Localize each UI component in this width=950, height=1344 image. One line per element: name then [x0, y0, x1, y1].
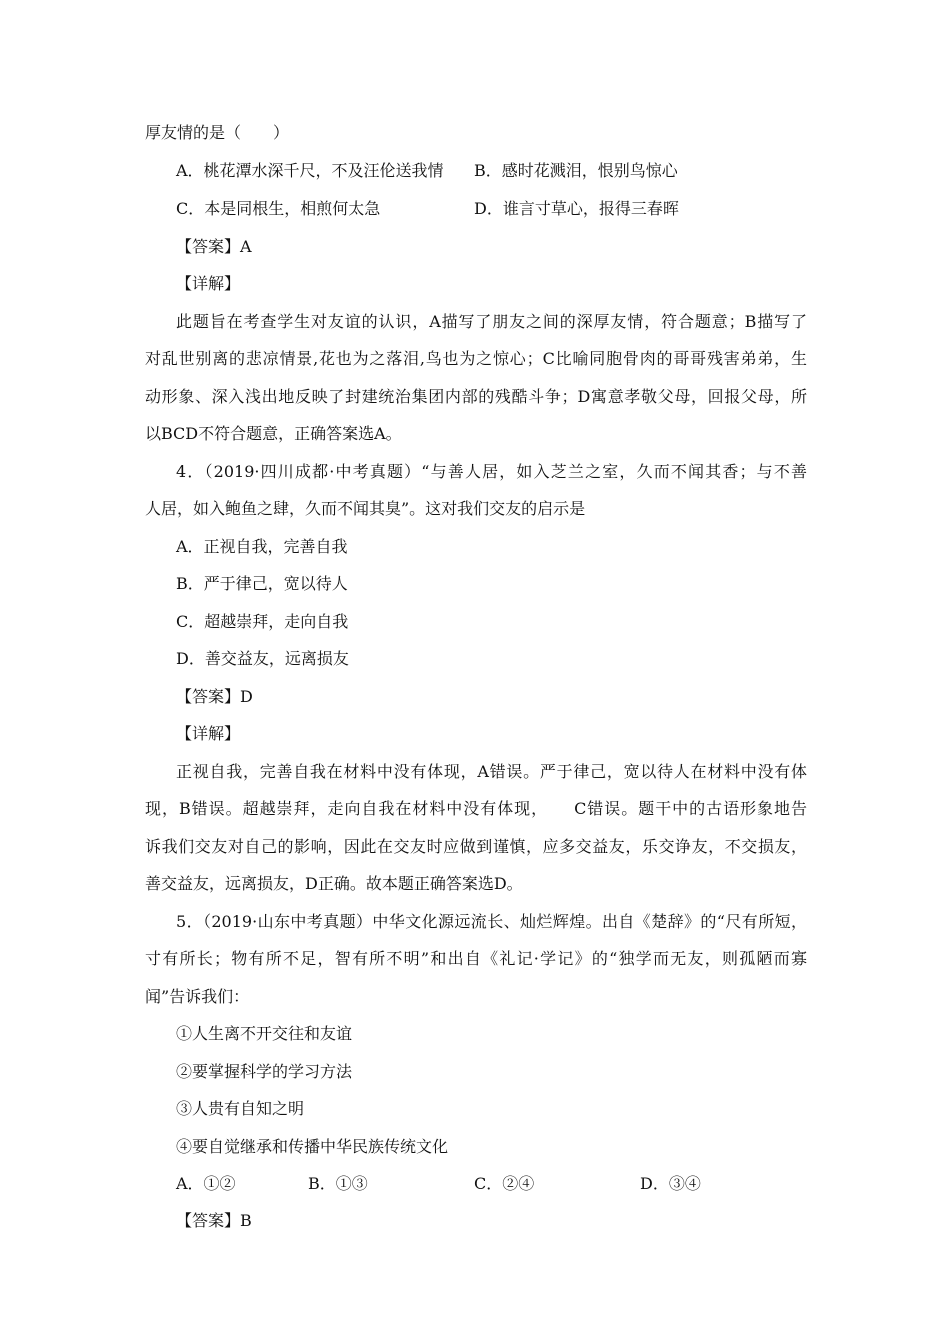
q5-stem-line: 闻”告诉我们： — [145, 987, 250, 1006]
q4-option-c: C．超越崇拜，走向自我 — [176, 612, 349, 631]
q3-option-d: D．谁言寸草心，报得三春晖 — [474, 199, 679, 218]
q4-stem-line: 4．（2019·四川成都·中考真题）“与善人居，如入芝兰之室，久而不闻其香；与不善 — [176, 462, 807, 481]
q4-explain-line: 善交益友，远离损友，D正确。故本题正确答案选D。 — [145, 874, 523, 893]
q4-explain-label: 【详解】 — [176, 724, 241, 743]
q3-explain-line: 此题旨在考查学生对友谊的认识，A描写了朋友之间的深厚友情，符合题意；B描写了 — [176, 312, 807, 331]
q5-item: ①人生离不开交往和友谊 — [176, 1024, 353, 1043]
q3-stem-tail: 厚友情的是（ ） — [145, 123, 290, 142]
q4-explain-line: 正视自我，完善自我在材料中没有体现，A错误。严于律己，宽以待人在材料中没有体 — [176, 762, 807, 781]
q5-option-b: B．①③ — [308, 1174, 368, 1193]
q4-option-b: B．严于律己，宽以待人 — [176, 574, 348, 593]
q5-item: ③人贵有自知之明 — [176, 1099, 305, 1118]
q5-option-a: A．①② — [176, 1174, 236, 1193]
q4-explain-line: 现，B错误。超越崇拜，走向自我在材料中没有体现， C错误。题干中的古语形象地告 — [145, 799, 807, 818]
q5-item: ②要掌握科学的学习方法 — [176, 1062, 353, 1081]
q3-option-a: A．桃花潭水深千尺，不及汪伦送我情 — [176, 161, 444, 180]
q5-answer: 【答案】B — [176, 1211, 252, 1230]
q5-option-d: D．③④ — [640, 1174, 701, 1193]
q4-option-d: D．善交益友，远离损友 — [176, 649, 349, 668]
q5-item: ④要自觉继承和传播中华民族传统文化 — [176, 1137, 449, 1156]
q3-explain-line: 动形象、深入浅出地反映了封建统治集团内部的残酷斗争；D寓意孝敬父母，回报父母，所 — [145, 387, 807, 406]
q5-option-c: C．②④ — [474, 1174, 535, 1193]
q3-explain-line: 对乱世别离的悲凉情景,花也为之落泪,鸟也为之惊心；C比喻同胞骨肉的哥哥残害弟弟，生 — [145, 349, 807, 368]
q3-explain-label: 【详解】 — [176, 274, 241, 293]
q5-stem-line: 5．（2019·山东中考真题）中华文化源远流长、灿烂辉煌。出自《楚辞》的“尺有所短， — [176, 912, 807, 931]
q5-stem-line: 寸有所长；物有所不足，智有所不明”和出自《礼记·学记》的“独学而无友，则孤陋而寡 — [145, 949, 807, 968]
q4-explain-line: 诉我们交友对自己的影响，因此在交友时应做到谨慎，应多交益友，乐交诤友，不交损友， — [145, 837, 807, 856]
q3-explain-line: 以BCD不符合题意，正确答案选A。 — [145, 424, 402, 443]
q4-answer: 【答案】D — [176, 687, 253, 706]
q3-option-b: B．感时花溅泪，恨别鸟惊心 — [474, 161, 678, 180]
q3-answer: 【答案】A — [176, 237, 252, 256]
q4-option-a: A．正视自我，完善自我 — [176, 537, 348, 556]
q3-option-c: C．本是同根生，相煎何太急 — [176, 199, 381, 218]
q4-stem-line: 人居，如入鲍鱼之肆，久而不闻其臭”。这对我们交友的启示是 — [145, 499, 586, 518]
